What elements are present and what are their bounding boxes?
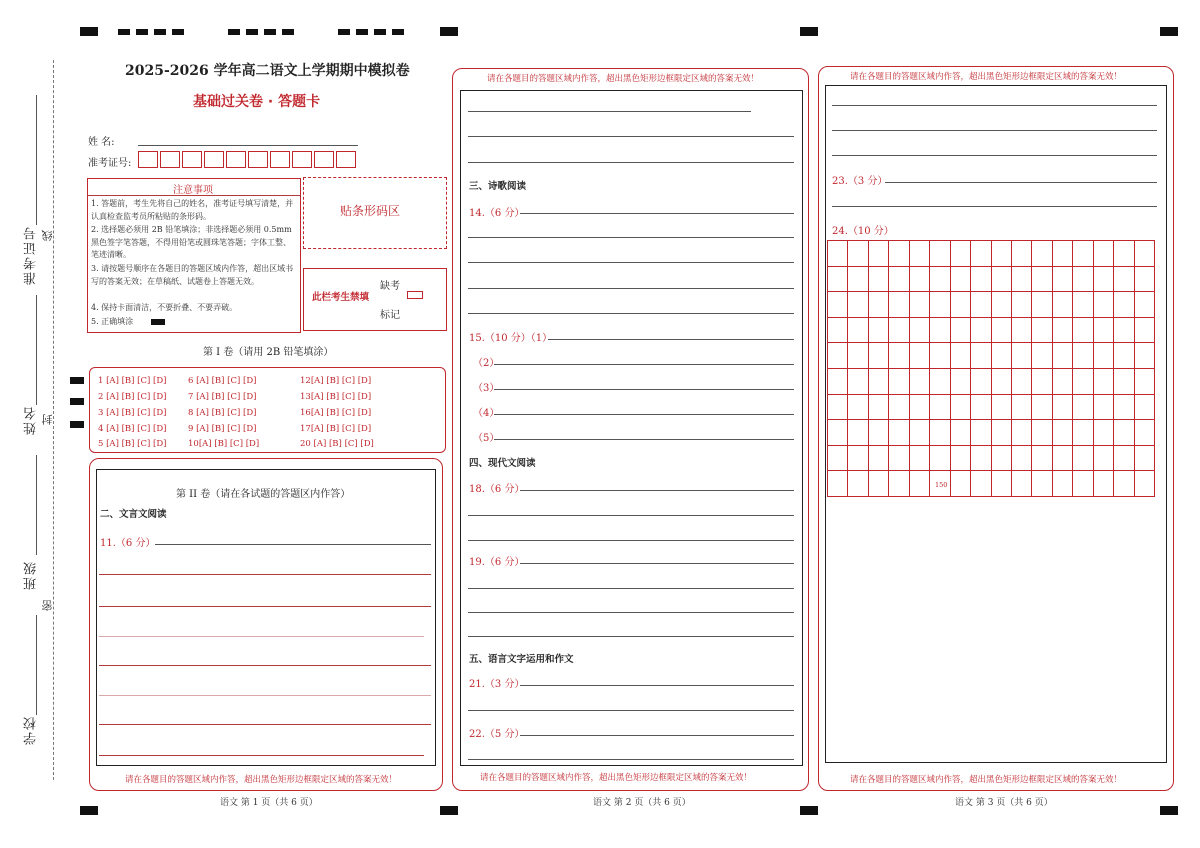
class-line bbox=[36, 455, 38, 555]
notice-item: 4. 保持卡面清洁，不要折叠、不要弄破。 bbox=[91, 303, 238, 312]
grid-cell[interactable] bbox=[1032, 369, 1052, 395]
answer-line[interactable] bbox=[99, 665, 431, 666]
answer-line[interactable] bbox=[468, 136, 794, 137]
section5-heading: 五、语言文字运用和作文 bbox=[469, 654, 574, 665]
page-footer: 语文 第 3 页（共 6 页） bbox=[955, 798, 1053, 808]
grid-cell[interactable] bbox=[848, 241, 868, 267]
page-subtitle: 基础过关卷 · 答题卡 bbox=[193, 94, 321, 110]
exam-id-line bbox=[36, 95, 38, 225]
grid-cell[interactable] bbox=[869, 471, 889, 497]
grid-cell[interactable] bbox=[869, 343, 889, 369]
page-footer: 语文 第 2 页（共 6 页） bbox=[593, 798, 691, 808]
page-footer: 语文 第 1 页（共 6 页） bbox=[220, 798, 318, 808]
grid-cell[interactable] bbox=[1094, 318, 1114, 344]
grid-cell[interactable] bbox=[1053, 446, 1073, 472]
mc-row[interactable]: 13[A] [B] [C] [D] bbox=[300, 392, 372, 402]
grid-cell[interactable] bbox=[1073, 292, 1093, 318]
grid-cell[interactable] bbox=[1135, 292, 1155, 318]
mc-row[interactable]: 3 [A] [B] [C] [D] bbox=[98, 408, 167, 418]
registration-mark bbox=[1160, 806, 1178, 815]
grid-cell[interactable] bbox=[1135, 395, 1155, 421]
grid-cell[interactable] bbox=[971, 267, 991, 293]
grid-cell[interactable] bbox=[971, 471, 991, 497]
answer-line[interactable] bbox=[520, 563, 794, 564]
grid-cell[interactable] bbox=[910, 446, 930, 472]
grid-cell[interactable] bbox=[1053, 369, 1073, 395]
grid-cell[interactable] bbox=[971, 420, 991, 446]
grid-cell[interactable] bbox=[828, 420, 848, 446]
grid-cell[interactable] bbox=[992, 395, 1012, 421]
grid-cell[interactable] bbox=[930, 343, 950, 369]
answer-line[interactable] bbox=[99, 724, 431, 725]
name-field[interactable] bbox=[138, 145, 358, 146]
grid-cell[interactable] bbox=[992, 471, 1012, 497]
answer-line[interactable] bbox=[468, 540, 794, 541]
grid-cell[interactable] bbox=[1012, 318, 1032, 344]
timing-mark bbox=[392, 29, 404, 35]
grid-cell[interactable] bbox=[869, 318, 889, 344]
grid-cell[interactable] bbox=[1053, 395, 1073, 421]
grid-cell[interactable] bbox=[971, 292, 991, 318]
grid-cell[interactable] bbox=[889, 395, 909, 421]
question-15-part-2: （2） bbox=[473, 358, 500, 369]
mc-row[interactable]: 10[A] [B] [C] [D] bbox=[188, 439, 260, 449]
boundary-warning: 请在各题目的答题区域内作答，超出黑色矩形边框限定区域的答案无效！ bbox=[850, 775, 1123, 785]
grid-cell[interactable] bbox=[930, 420, 950, 446]
grid-cell[interactable] bbox=[910, 369, 930, 395]
grid-cell[interactable] bbox=[1073, 318, 1093, 344]
timing-mark bbox=[374, 29, 386, 35]
side-class-label: 班级 bbox=[24, 560, 39, 590]
notice-item: 3. 请按题号顺序在各题目的答题区域内作答，超出区域书写的答案无效；在草稿纸、试题卷上答题无效。 bbox=[91, 264, 294, 286]
composition-grid[interactable] bbox=[827, 240, 1155, 497]
grid-cell[interactable] bbox=[930, 318, 950, 344]
grid-cell[interactable] bbox=[828, 471, 848, 497]
timing-mark bbox=[356, 29, 368, 35]
answer-line[interactable] bbox=[494, 439, 794, 440]
grid-cell[interactable] bbox=[1032, 267, 1052, 293]
grid-cell[interactable] bbox=[1053, 318, 1073, 344]
grid-cell[interactable] bbox=[1135, 267, 1155, 293]
grid-cell[interactable] bbox=[951, 292, 971, 318]
grid-cell[interactable] bbox=[848, 292, 868, 318]
answer-line[interactable] bbox=[99, 574, 431, 575]
barcode-label: 贴条形码区 bbox=[340, 204, 401, 218]
grid-cell[interactable] bbox=[1073, 343, 1093, 369]
grid-cell[interactable] bbox=[910, 471, 930, 497]
grid-cell[interactable] bbox=[1135, 369, 1155, 395]
grid-cell[interactable] bbox=[930, 241, 950, 267]
exam-id-label: 准考证号: bbox=[88, 158, 132, 169]
answer-line[interactable] bbox=[520, 490, 794, 491]
grid-cell[interactable] bbox=[951, 446, 971, 472]
grid-cell[interactable] bbox=[1032, 446, 1052, 472]
name-label: 姓 名: bbox=[88, 137, 115, 148]
grid-cell[interactable] bbox=[1094, 292, 1114, 318]
mc-row[interactable]: 6 [A] [B] [C] [D] bbox=[188, 376, 257, 386]
side-feng-label: 封 bbox=[41, 412, 54, 425]
mc-row[interactable]: 9 [A] [B] [C] [D] bbox=[188, 424, 257, 434]
answer-line[interactable] bbox=[832, 206, 1157, 207]
answer-line[interactable] bbox=[468, 111, 751, 112]
timing-mark bbox=[154, 29, 166, 35]
grid-cell[interactable] bbox=[848, 318, 868, 344]
grid-cell[interactable] bbox=[889, 420, 909, 446]
grid-cell[interactable] bbox=[889, 267, 909, 293]
grid-cell[interactable] bbox=[951, 318, 971, 344]
grid-cell[interactable] bbox=[1073, 369, 1093, 395]
answer-line[interactable] bbox=[468, 313, 794, 314]
grid-cell[interactable] bbox=[1012, 267, 1032, 293]
boundary-warning: 请在各题目的答题区域内作答，超出黑色矩形边框限定区域的答案无效！ bbox=[487, 74, 760, 84]
boundary-warning: 请在各题目的答题区域内作答，超出黑色矩形边框限定区域的答案无效！ bbox=[850, 72, 1123, 82]
mc-row[interactable]: 16[A] [B] [C] [D] bbox=[300, 408, 372, 418]
grid-cell[interactable] bbox=[1073, 267, 1093, 293]
registration-mark bbox=[800, 806, 818, 815]
grid-cell[interactable] bbox=[971, 318, 991, 344]
notice-item: 5. 正确填涂 bbox=[91, 317, 134, 326]
registration-mark bbox=[1160, 27, 1178, 36]
registration-mark bbox=[80, 806, 98, 815]
grid-cell[interactable] bbox=[889, 292, 909, 318]
grid-cell[interactable] bbox=[1094, 343, 1114, 369]
timing-mark bbox=[136, 29, 148, 35]
grid-cell[interactable] bbox=[1012, 471, 1032, 497]
grid-cell[interactable] bbox=[889, 343, 909, 369]
grid-cell[interactable] bbox=[1135, 343, 1155, 369]
timing-mark bbox=[264, 29, 276, 35]
grid-cell[interactable] bbox=[1114, 292, 1134, 318]
grid-cell[interactable] bbox=[930, 395, 950, 421]
question-15-part-4: （4） bbox=[473, 408, 500, 419]
timing-mark bbox=[70, 377, 84, 384]
grid-cell[interactable] bbox=[1073, 241, 1093, 267]
section3-heading: 三、诗歌阅读 bbox=[469, 181, 527, 192]
answer-line[interactable] bbox=[99, 636, 424, 637]
grid-cell[interactable] bbox=[1114, 318, 1134, 344]
answer-line[interactable] bbox=[468, 515, 794, 516]
side-exam-id-label: 准考证号 bbox=[24, 225, 39, 285]
grid-cell[interactable] bbox=[1012, 420, 1032, 446]
answer-line[interactable] bbox=[520, 685, 794, 686]
grid-cell[interactable] bbox=[910, 420, 930, 446]
mc-row[interactable]: 2 [A] [B] [C] [D] bbox=[98, 392, 167, 402]
grid-cell[interactable] bbox=[848, 420, 868, 446]
grid-cell[interactable] bbox=[1094, 267, 1114, 293]
side-xian-label: 线 bbox=[41, 228, 54, 241]
grid-cell[interactable] bbox=[1032, 420, 1052, 446]
grid-cell[interactable] bbox=[1053, 292, 1073, 318]
grid-cell[interactable] bbox=[1032, 471, 1052, 497]
answer-line[interactable] bbox=[832, 105, 1157, 106]
section1-title: 第 I 卷（请用 2B 铅笔填涂） bbox=[203, 347, 334, 358]
grid-cell[interactable] bbox=[1012, 369, 1032, 395]
grid-cell[interactable] bbox=[1073, 471, 1093, 497]
grid-cell[interactable] bbox=[1114, 395, 1134, 421]
grid-cell[interactable] bbox=[951, 395, 971, 421]
grid-cell[interactable] bbox=[971, 369, 991, 395]
answer-line[interactable] bbox=[494, 364, 794, 365]
grid-cell[interactable] bbox=[1114, 343, 1134, 369]
grid-cell[interactable] bbox=[971, 395, 991, 421]
grid-cell[interactable] bbox=[828, 292, 848, 318]
grid-cell[interactable] bbox=[951, 241, 971, 267]
grid-cell[interactable] bbox=[951, 343, 971, 369]
grid-cell[interactable] bbox=[889, 241, 909, 267]
timing-mark bbox=[246, 29, 258, 35]
registration-mark bbox=[800, 27, 818, 36]
notice-divider bbox=[87, 195, 300, 196]
answer-line[interactable] bbox=[494, 389, 794, 390]
grid-cell[interactable] bbox=[869, 292, 889, 318]
mc-row[interactable]: 5 [A] [B] [C] [D] bbox=[98, 439, 167, 449]
grid-cell[interactable] bbox=[1032, 395, 1052, 421]
mc-row[interactable]: 1 [A] [B] [C] [D] bbox=[98, 376, 167, 386]
grid-cell[interactable] bbox=[889, 318, 909, 344]
grid-cell[interactable] bbox=[1073, 446, 1093, 472]
grid-cell[interactable] bbox=[951, 471, 971, 497]
grid-cell[interactable] bbox=[828, 446, 848, 472]
timing-mark bbox=[118, 29, 130, 35]
grid-cell[interactable] bbox=[1012, 343, 1032, 369]
grid-cell[interactable] bbox=[910, 241, 930, 267]
answer-line[interactable] bbox=[494, 414, 794, 415]
grid-cell[interactable] bbox=[992, 267, 1012, 293]
grid-cell[interactable] bbox=[1032, 292, 1052, 318]
grid-cell[interactable] bbox=[1114, 241, 1134, 267]
grid-cell[interactable] bbox=[869, 267, 889, 293]
registration-mark bbox=[80, 27, 98, 36]
absent-mark-box[interactable] bbox=[407, 291, 423, 299]
grid-cell[interactable] bbox=[889, 446, 909, 472]
question-19-label: 19.（6 分） bbox=[469, 557, 525, 568]
grid-cell[interactable] bbox=[1114, 420, 1134, 446]
grid-cell[interactable] bbox=[910, 395, 930, 421]
grid-cell[interactable] bbox=[828, 343, 848, 369]
mc-row[interactable]: 8 [A] [B] [C] [D] bbox=[188, 408, 257, 418]
grid-cell[interactable] bbox=[828, 318, 848, 344]
grid-cell[interactable] bbox=[992, 318, 1012, 344]
grid-cell[interactable] bbox=[848, 471, 868, 497]
grid-cell[interactable] bbox=[951, 267, 971, 293]
registration-mark bbox=[440, 806, 458, 815]
grid-cell[interactable] bbox=[992, 420, 1012, 446]
answer-line[interactable] bbox=[468, 262, 794, 263]
grid-cell[interactable] bbox=[992, 241, 1012, 267]
answer-line[interactable] bbox=[99, 755, 424, 756]
answer-line[interactable] bbox=[155, 544, 431, 545]
filled-bubble-sample bbox=[151, 319, 165, 325]
grid-cell[interactable] bbox=[1135, 471, 1155, 497]
notice-title: 注意事项 bbox=[173, 185, 213, 196]
grid-cell[interactable] bbox=[971, 241, 991, 267]
grid-cell[interactable] bbox=[889, 471, 909, 497]
answer-line[interactable] bbox=[468, 288, 794, 289]
grid-cell[interactable] bbox=[910, 343, 930, 369]
side-name-label: 姓名 bbox=[24, 405, 39, 435]
grid-cell[interactable] bbox=[869, 446, 889, 472]
grid-cell[interactable] bbox=[930, 446, 950, 472]
grid-cell[interactable] bbox=[1094, 241, 1114, 267]
grid-cell[interactable] bbox=[1012, 446, 1032, 472]
answer-line[interactable] bbox=[520, 735, 794, 736]
answer-line[interactable] bbox=[468, 710, 794, 711]
mc-row[interactable]: 17[A] [B] [C] [D] bbox=[300, 424, 372, 434]
timing-mark bbox=[70, 421, 84, 428]
grid-cell[interactable] bbox=[910, 267, 930, 293]
answer-line[interactable] bbox=[832, 155, 1157, 156]
grid-cell[interactable] bbox=[910, 318, 930, 344]
grid-cell[interactable] bbox=[1114, 369, 1134, 395]
question-14-label: 14.（6 分） bbox=[469, 208, 525, 219]
grid-cell[interactable] bbox=[1135, 318, 1155, 344]
timing-mark bbox=[70, 398, 84, 405]
grid-cell[interactable] bbox=[1135, 446, 1155, 472]
grid-cell[interactable] bbox=[848, 446, 868, 472]
grid-cell[interactable] bbox=[951, 420, 971, 446]
grid-cell[interactable] bbox=[828, 395, 848, 421]
grid-cell[interactable] bbox=[1094, 369, 1114, 395]
question-21-label: 21.（3 分） bbox=[469, 679, 525, 690]
section2-title: 第 II 卷（请在各试题的答题区内作答） bbox=[176, 489, 351, 500]
grid-cell[interactable] bbox=[1135, 420, 1155, 446]
grid-cell[interactable] bbox=[1135, 241, 1155, 267]
absent-forbidden-label: 此栏考生禁填 bbox=[312, 292, 370, 303]
timing-mark bbox=[282, 29, 294, 35]
grid-cell[interactable] bbox=[1114, 446, 1134, 472]
answer-line[interactable] bbox=[468, 162, 794, 163]
name-line bbox=[36, 295, 38, 405]
notice-item: 2. 选择题必须用 2B 铅笔填涂；非选择题必须用 0.5mm 黑色签字笔答题，不得用铅笔或圆珠笔答题；字体工整、笔迹清晰。 bbox=[91, 225, 292, 259]
grid-cell[interactable] bbox=[1012, 241, 1032, 267]
boundary-warning: 请在各题目的答题区域内作答，超出黑色矩形边框限定区域的答案无效！ bbox=[480, 773, 753, 783]
grid-cell[interactable] bbox=[930, 369, 950, 395]
side-mi-label: 密 bbox=[41, 598, 54, 611]
grid-cell[interactable] bbox=[828, 267, 848, 293]
grid-cell[interactable] bbox=[869, 369, 889, 395]
grid-cell[interactable] bbox=[930, 292, 950, 318]
answer-line[interactable] bbox=[468, 237, 794, 238]
question-24-label: 24.（10 分） bbox=[832, 226, 894, 237]
grid-cell[interactable] bbox=[869, 395, 889, 421]
answer-line[interactable] bbox=[468, 636, 794, 637]
grid-cell[interactable] bbox=[848, 343, 868, 369]
timing-mark bbox=[172, 29, 184, 35]
absent-label: 缺考 bbox=[380, 281, 400, 292]
question-18-label: 18.（6 分） bbox=[469, 484, 525, 495]
question-15-part-3: （3） bbox=[473, 383, 500, 394]
school-line bbox=[36, 615, 38, 715]
section4-heading: 四、现代文阅读 bbox=[469, 458, 536, 469]
question-11-label: 11.（6 分） bbox=[100, 538, 156, 549]
grid-cell[interactable] bbox=[848, 395, 868, 421]
timing-mark bbox=[228, 29, 240, 35]
section2-heading: 二、文言文阅读 bbox=[100, 509, 167, 520]
boundary-warning: 请在各题目的答题区域内作答，超出黑色矩形边框限定区域的答案无效！ bbox=[125, 775, 398, 785]
grid-cell[interactable] bbox=[848, 369, 868, 395]
question-15-label: 15.（10 分）（1） bbox=[469, 333, 553, 344]
answer-line[interactable] bbox=[832, 130, 1157, 131]
grid-cell[interactable] bbox=[1053, 343, 1073, 369]
grid-cell[interactable] bbox=[971, 446, 991, 472]
timing-mark bbox=[338, 29, 350, 35]
grid-cell[interactable] bbox=[951, 369, 971, 395]
grid-cell[interactable] bbox=[1094, 420, 1114, 446]
answer-line[interactable] bbox=[885, 182, 1157, 183]
answer-line[interactable] bbox=[468, 612, 794, 613]
question-15-part-5: （5） bbox=[473, 433, 500, 444]
grid-cell[interactable] bbox=[992, 343, 1012, 369]
notice-item: 1. 答题前，考生先将自己的姓名，准考证号填写清楚，并认真检查监考员所粘贴的条形码。 bbox=[91, 199, 294, 221]
grid-cell[interactable] bbox=[1114, 471, 1134, 497]
grid-cell[interactable] bbox=[1073, 395, 1093, 421]
grid-cell[interactable] bbox=[1094, 446, 1114, 472]
answer-line[interactable] bbox=[548, 339, 794, 340]
answer-line[interactable] bbox=[520, 213, 794, 214]
mc-row[interactable]: 12[A] [B] [C] [D] bbox=[300, 376, 372, 386]
grid-cell[interactable] bbox=[1053, 471, 1073, 497]
grid-cell[interactable] bbox=[1094, 471, 1114, 497]
grid-cell[interactable] bbox=[848, 267, 868, 293]
answer-line[interactable] bbox=[99, 606, 431, 607]
grid-cell[interactable] bbox=[869, 241, 889, 267]
mc-row[interactable]: 7 [A] [B] [C] [D] bbox=[188, 392, 257, 402]
side-school-label: 学校 bbox=[24, 715, 39, 745]
question-22-label: 22.（5 分） bbox=[469, 729, 525, 740]
mc-row[interactable]: 20 [A] [B] [C] [D] bbox=[300, 439, 374, 449]
grid-cell[interactable] bbox=[1073, 420, 1093, 446]
answer-line[interactable] bbox=[468, 588, 794, 589]
grid-cell[interactable] bbox=[828, 241, 848, 267]
mark-label: 标记 bbox=[380, 310, 400, 321]
grid-cell[interactable] bbox=[992, 292, 1012, 318]
grid-cell[interactable] bbox=[992, 446, 1012, 472]
mc-row[interactable]: 4 [A] [B] [C] [D] bbox=[98, 424, 167, 434]
grid-cell[interactable] bbox=[930, 267, 950, 293]
answer-line[interactable] bbox=[99, 695, 431, 696]
grid-cell[interactable] bbox=[828, 369, 848, 395]
registration-mark bbox=[440, 27, 458, 36]
grid-cell[interactable] bbox=[1053, 267, 1073, 293]
page-title: 2025-2026 学年高二语文上学期期中模拟卷 bbox=[125, 63, 410, 79]
grid-cell[interactable] bbox=[1032, 318, 1052, 344]
grid-count-marker: 150 bbox=[935, 481, 948, 489]
grid-cell[interactable] bbox=[1012, 292, 1032, 318]
grid-cell[interactable] bbox=[1053, 420, 1073, 446]
grid-cell[interactable] bbox=[1012, 395, 1032, 421]
grid-cell[interactable] bbox=[992, 369, 1012, 395]
grid-cell[interactable] bbox=[869, 420, 889, 446]
grid-cell[interactable] bbox=[1094, 395, 1114, 421]
grid-cell[interactable] bbox=[1032, 343, 1052, 369]
grid-cell[interactable] bbox=[1053, 241, 1073, 267]
grid-cell[interactable] bbox=[910, 292, 930, 318]
question-23-label: 23.（3 分） bbox=[832, 176, 888, 187]
grid-cell[interactable] bbox=[1032, 241, 1052, 267]
answer-line[interactable] bbox=[468, 759, 794, 760]
grid-cell[interactable] bbox=[1114, 267, 1134, 293]
grid-cell[interactable] bbox=[889, 369, 909, 395]
grid-cell[interactable] bbox=[971, 343, 991, 369]
